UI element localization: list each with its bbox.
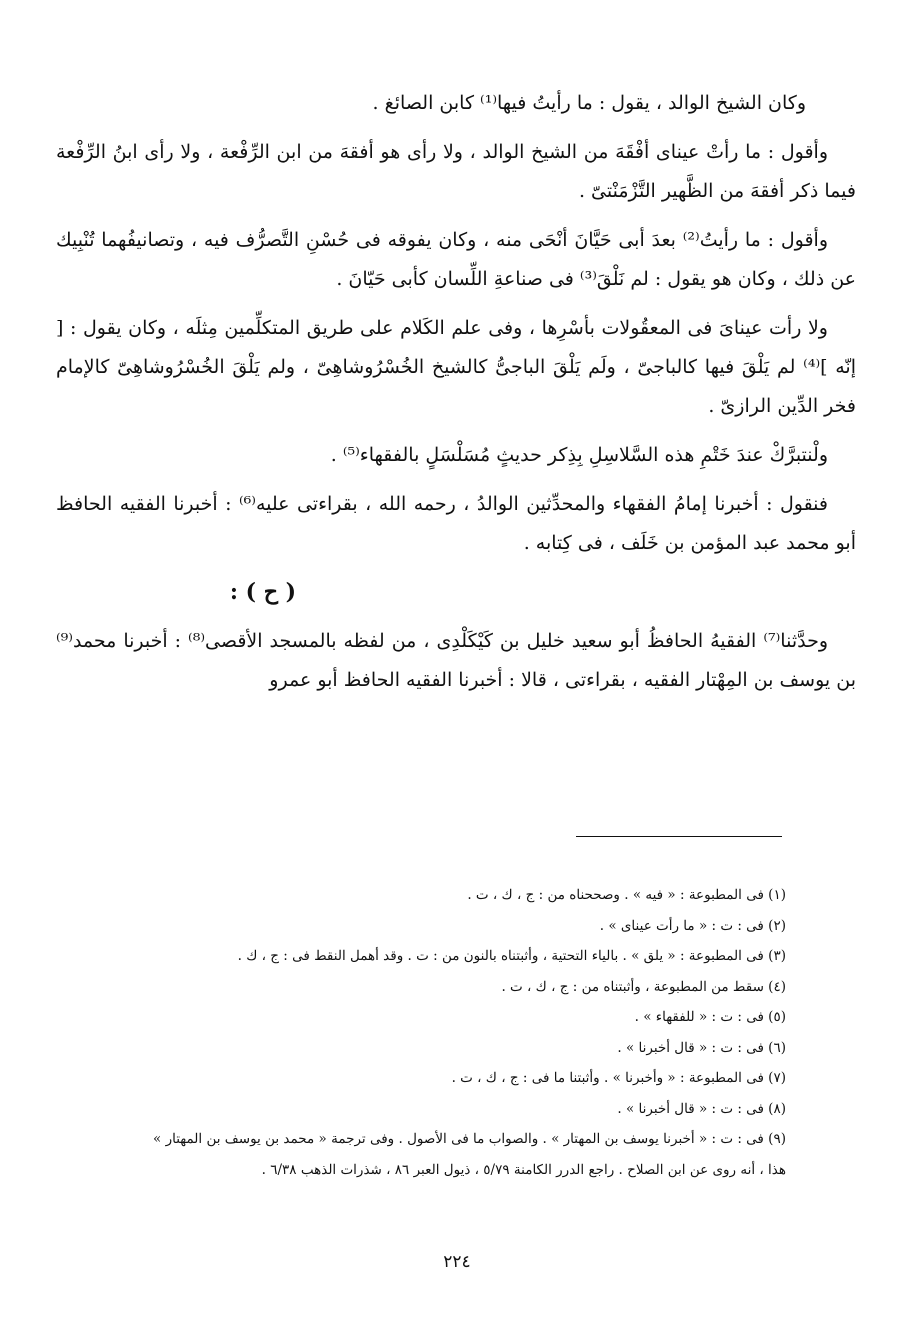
paragraph: وأقول : ما رأتْ عيناى أفْقَهَ من الشيخ الوالد ، ولا رأى هو أفقهَ من ابن الرِّفْعة ، ولا رأى ابنُ الرِّفْعة فيما ذكر أفقهَ من الظَّهير التَّزْمَنْتىّ .	[56, 141, 856, 202]
footnote-divider	[576, 836, 782, 837]
footnote: (٧) فى المطبوعة : « وأخبرنا » . وأثبتنا ما فى : ج ، ك ، ت .	[451, 1070, 786, 1086]
footnote: (٤) سقط من المطبوعة ، وأثبتناه من : ج ، ك ، ت .	[501, 978, 786, 995]
footnote: (٩) فى : ت : « أخبرنا يوسف بن المهتار » . والصواب ما فى الأصول . وفى ترجمة « محمد بن يوسف بن المهتار »	[153, 1131, 786, 1147]
section-marker: ( ح ) :	[229, 579, 296, 605]
paragraph: ولْنتبرَّكْ عندَ خَتْمِ هذه السَّلاسِلِ بِذِكر حديثٍ مُسَلْسَلٍ بالفقهاء⁽⁵⁾ .	[330, 444, 828, 466]
paragraph: ولا رأت عيناىَ فى المعقُولات بأسْرِها ، وفى علم الكَلام على طريق المتكلِّمين مِثلَه ، وكان يقول : [ إنّه ]⁽⁴⁾ لم يَلْقَ فيها كالباجىّ ، ولَم يَلْقَ الباجىُّ كالشيخ الخُسْرُوشاهِىّ ، ولم يَلْقَ الخُسْرُوشاهِىّ كالإمام فخر الدِّين الرازىّ .	[56, 317, 856, 417]
main-text	[56, 84, 856, 710]
footnote: (٦) فى : ت : « قال أخبرنا » .	[617, 1039, 786, 1056]
footnotes	[56, 880, 786, 1185]
footnote: (١) فى المطبوعة : « فيه » . وصححناه من : ج ، ك ، ت .	[467, 887, 786, 903]
paragraph: وأقول : ما رأيتُ⁽²⁾ بعدَ أبى حَيَّانَ أنْحَى منه ، وكان يفوقه فى حُسْنِ التَّصرُّف فيه ، وتصانيفُهما تُنْبِيك عن ذلك ، وكان هو يقول : لم نَلْقَ⁽³⁾ فى صناعةِ اللِّسان كأبى حَيّانَ .	[56, 229, 856, 290]
paragraph: وكان الشيخ الوالد ، يقول : ما رأيتُ فيها⁽¹⁾ كابن الصائغ .	[372, 92, 806, 114]
footnote: (٥) فى : ت : « للفقهاء » .	[634, 1009, 786, 1025]
paragraph: فنقول : أخبرنا إمامُ الفقهاء والمحدِّثين الوالدُ ، رحمه الله ، بقراءتى عليه⁽⁶⁾ : أخبرنا الفقيه الحافظ أبو محمد عبد المؤمن بن خَلَف ، فى كِتابه .	[56, 493, 856, 554]
page-number: ٢٢٤	[443, 1252, 471, 1272]
footnote-continuation: هذا ، أنه روى عن ابن الصلاح . راجع الدرر الكامنة ٥/٧٩ ، ذيول العبر ٨٦ ، شذرات الذهب ٦/٣٨ .	[261, 1161, 786, 1178]
footnote: (٢) فى : ت : « ما رأت عيناى » .	[599, 917, 786, 934]
footnote: (٣) فى المطبوعة : « يلق » . بالياء التحتية ، وأثبتناه بالنون من : ت . وقد أهمل النقط فى : ج ، ك .	[237, 948, 786, 964]
footnote: (٨) فى : ت : « قال أخبرنا » .	[617, 1100, 786, 1117]
paragraph: وحدَّثنا⁽⁷⁾ الفقيهُ الحافظُ أبو سعيد خليل بن كَيْكَلْدِى ، من لفظه بالمسجد الأقصى⁽⁸⁾ : أخبرنا محمد⁽⁹⁾ بن يوسف بن المِهْتار الفقيه ، بقراءتى ، قالا : أخبرنا الفقيه الحافظ أبو عمرو	[56, 630, 856, 691]
